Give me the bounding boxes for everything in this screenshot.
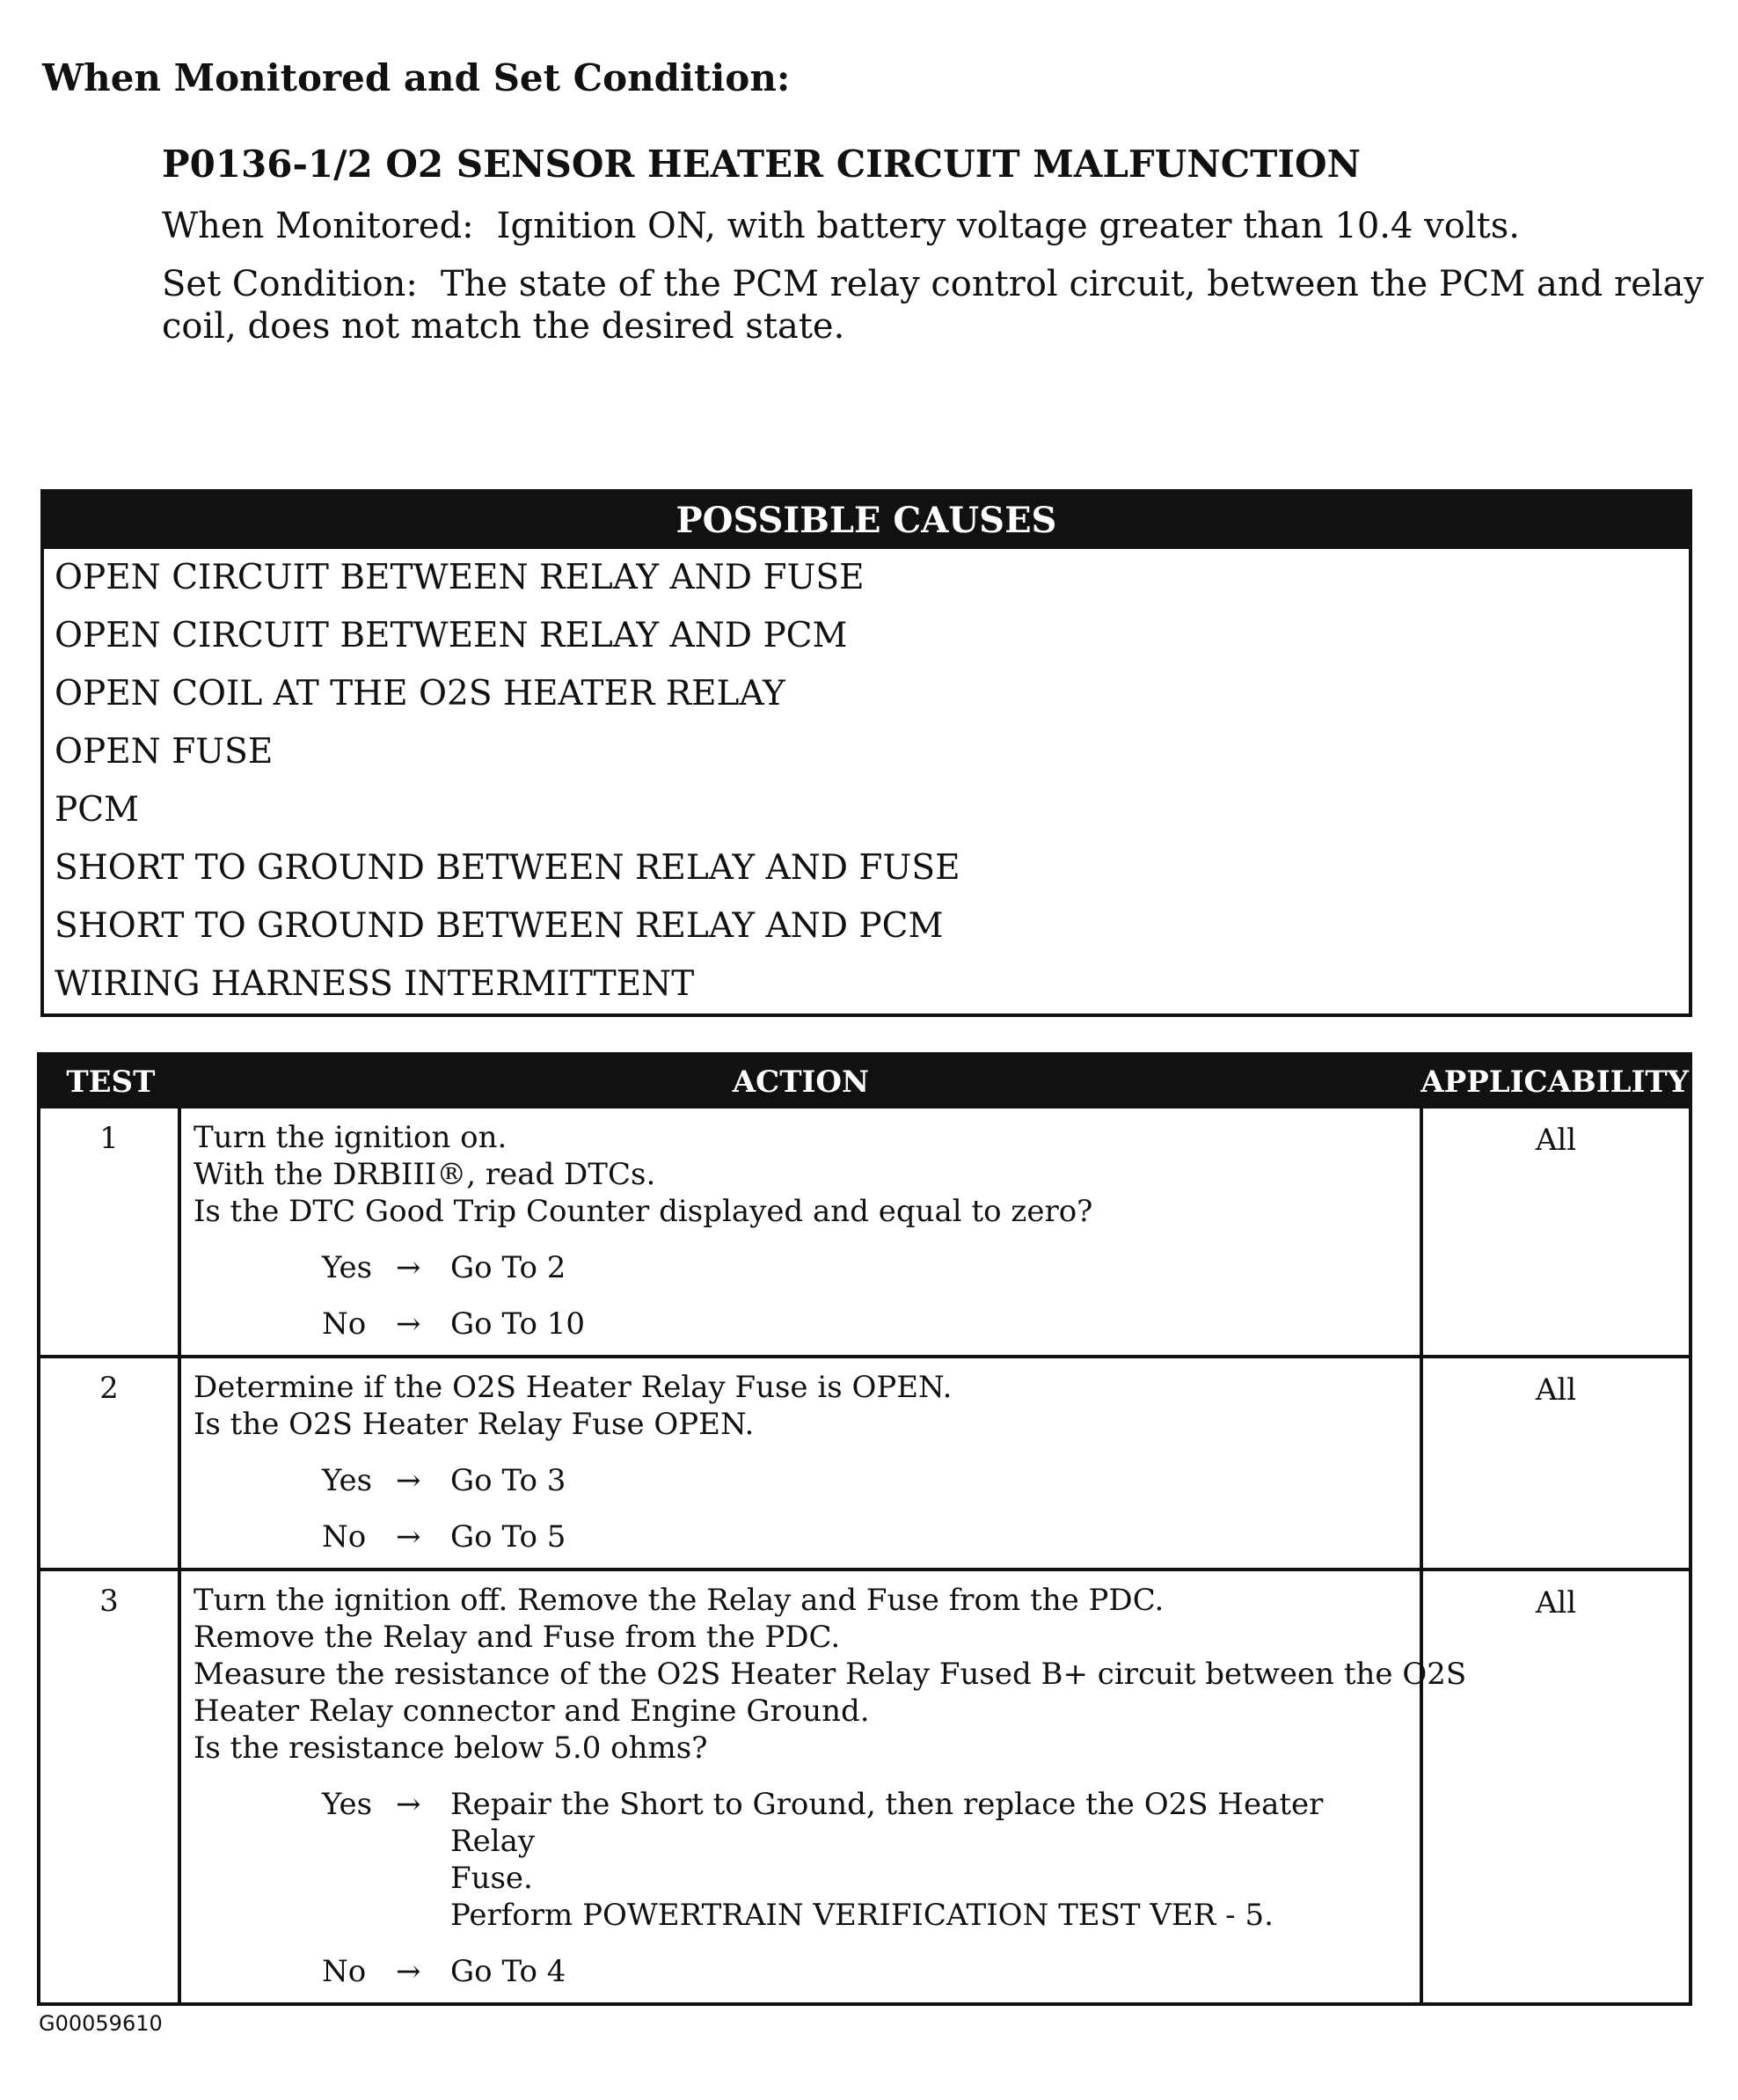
action-line: With the DRBIII®, read DTCs. xyxy=(194,1157,656,1192)
action-line: Is the O2S Heater Relay Fuse OPEN. xyxy=(194,1407,755,1442)
yes-branch xyxy=(322,1249,1409,1286)
possible-causes-box xyxy=(40,489,1692,1017)
action-line: Remove the Relay and Fuse from the PDC. xyxy=(194,1620,841,1655)
header-applicability: APPLICABILITY xyxy=(1420,1065,1689,1100)
no-branch xyxy=(322,1953,1409,1990)
arrow-icon: → xyxy=(396,1463,421,1498)
cause-item: OPEN CIRCUIT BETWEEN RELAY AND FUSE xyxy=(55,558,865,597)
test-row xyxy=(40,1358,1689,1571)
arrow-icon: → xyxy=(396,1519,421,1555)
yes-result-line: Perform POWERTRAIN VERIFICATION TEST VER - 5. xyxy=(450,1898,1274,1933)
figure-id: G00059610 xyxy=(39,2011,163,2036)
dtc-title: P0136-1/2 O2 SENSOR HEATER CIRCUIT MALFUNCTION xyxy=(162,143,1362,186)
yes-result-line: Repair the Short to Ground, then replace the O2S Heater Relay xyxy=(450,1787,1324,1859)
when-monitored-label: When Monitored: xyxy=(162,206,474,246)
action-line: Determine if the O2S Heater Relay Fuse is OPEN. xyxy=(194,1370,953,1405)
action-line: Is the resistance below 5.0 ohms? xyxy=(194,1730,708,1766)
yes-result xyxy=(450,1786,1409,1934)
yes-result xyxy=(450,1249,1409,1286)
test-applicability: All xyxy=(1535,1372,1577,1408)
possible-causes-list xyxy=(44,549,1689,1013)
test-table xyxy=(37,1052,1692,2006)
yes-label: Yes xyxy=(322,1787,373,1822)
no-branch xyxy=(322,1518,1409,1555)
arrow-icon: → xyxy=(396,1306,421,1342)
cause-item: OPEN CIRCUIT BETWEEN RELAY AND PCM xyxy=(55,616,848,655)
yes-label: Yes xyxy=(322,1463,373,1498)
action-line: Heater Relay connector and Engine Ground. xyxy=(194,1694,870,1729)
yes-result-line: Go To 3 xyxy=(450,1463,566,1498)
no-result: Go To 4 xyxy=(450,1954,566,1989)
no-result: Go To 10 xyxy=(450,1306,586,1342)
arrow-icon: → xyxy=(396,1250,421,1285)
test-row xyxy=(40,1571,1689,2002)
cause-item: OPEN COIL AT THE O2S HEATER RELAY xyxy=(55,674,785,713)
when-monitored-text: Ignition ON, with battery voltage greater than 10.4 volts. xyxy=(496,206,1520,246)
yes-result-line: Go To 2 xyxy=(450,1250,566,1285)
no-result: Go To 5 xyxy=(450,1519,566,1555)
arrow-icon: → xyxy=(396,1787,421,1822)
header-action: ACTION xyxy=(732,1065,870,1100)
test-row xyxy=(40,1109,1689,1358)
test-action xyxy=(181,1358,1423,1568)
dtc-intro xyxy=(162,143,1710,363)
test-applicability: All xyxy=(1535,1123,1577,1158)
test-number: 2 xyxy=(40,1358,181,1568)
test-number: 3 xyxy=(40,1571,181,2002)
no-branch xyxy=(322,1306,1409,1343)
arrow-icon: → xyxy=(396,1954,421,1989)
yes-label: Yes xyxy=(322,1250,373,1285)
test-action xyxy=(181,1109,1423,1355)
cause-item: PCM xyxy=(55,790,140,830)
yes-result xyxy=(450,1462,1409,1499)
set-condition-line1: The state of the PCM relay control circuit, between the PCM and relay xyxy=(440,264,1704,304)
action-line: Turn the ignition off. Remove the Relay and Fuse from the PDC. xyxy=(194,1583,1165,1618)
no-label: No xyxy=(322,1306,367,1342)
set-condition xyxy=(162,263,1710,348)
cause-item: SHORT TO GROUND BETWEEN RELAY AND FUSE xyxy=(55,848,960,888)
cause-item: SHORT TO GROUND BETWEEN RELAY AND PCM xyxy=(55,906,944,946)
set-condition-label: Set Condition: xyxy=(162,264,418,304)
cause-item: WIRING HARNESS INTERMITTENT xyxy=(55,964,695,1004)
test-table-header xyxy=(40,1056,1689,1109)
no-label: No xyxy=(322,1519,367,1555)
set-condition-line2: coil, does not match the desired state. xyxy=(162,306,845,347)
section-heading: When Monitored and Set Condition: xyxy=(42,56,791,99)
header-test: TEST xyxy=(66,1065,156,1100)
cause-item: OPEN FUSE xyxy=(55,732,274,772)
possible-causes-header: POSSIBLE CAUSES xyxy=(44,493,1689,549)
test-applicability: All xyxy=(1535,1585,1577,1621)
yes-result-line: Fuse. xyxy=(450,1861,533,1896)
test-number: 1 xyxy=(40,1109,181,1355)
action-line: Measure the resistance of the O2S Heater Relay Fused B+ circuit between the O2S xyxy=(194,1657,1467,1692)
action-line: Is the DTC Good Trip Counter displayed and equal to zero? xyxy=(194,1194,1093,1229)
test-action xyxy=(181,1571,1467,2002)
yes-branch xyxy=(322,1462,1409,1499)
yes-branch xyxy=(322,1786,1409,1934)
when-monitored xyxy=(162,205,1710,247)
no-label: No xyxy=(322,1954,367,1989)
action-line: Turn the ignition on. xyxy=(194,1120,508,1155)
